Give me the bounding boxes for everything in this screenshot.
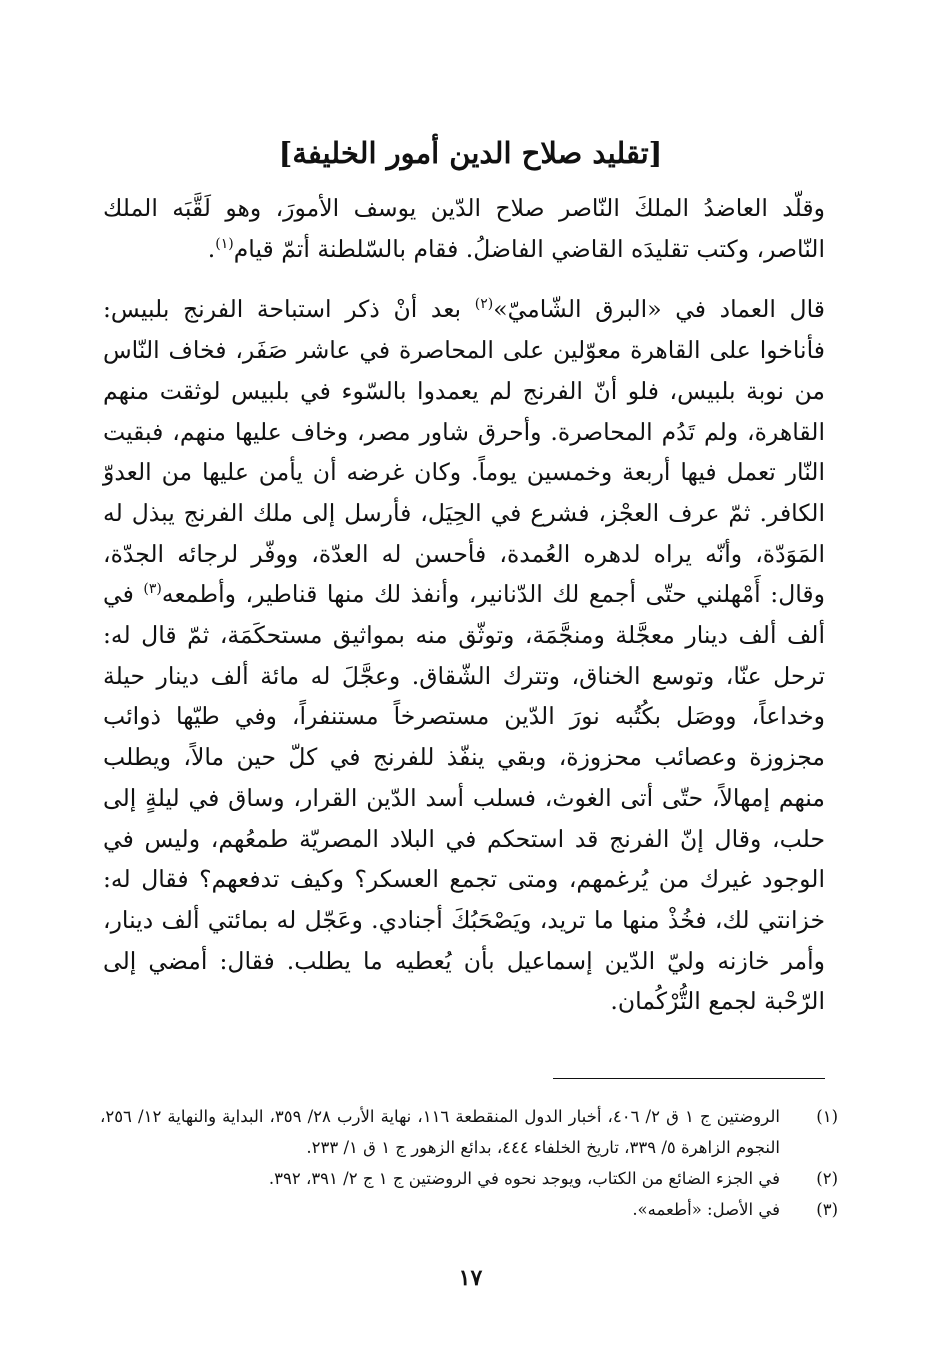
paragraph-2-tail: في ألف ألف دينار معجَّلة ومنجَّمَة، وتوثّق منه بمواثيق مستحكَمَة، ثمّ قال له: ترحل عنّا، وتوسع الخناق، وتترك الشّقاق. وعجَّلَ له مائة ألف دينار حيلة وخداعاً، ووصَل بكُتُبه نورَ الدّين مستصرخاً مستنفراً، وفي طيّها ذوائب مجزوزة وعصائب محزوزة، وبقي ينفّذ للفرنج في كلّ حين مالاً، ويطلب منهم إمهالاً، حتّى أتى الغوث، فسلب أسد الدّين القرار، وساق في ليلةٍ إلى حلب، وقال إنّ الفرنج قد استحكم في البلاد المصريّة طمعُهم، وليس في الوجود غيرك من يُرغمهم، ومتى تجمع العسكر؟ وكيف تدفعهم؟ فقال له: خزانتي لك، فخُذْ منها ما تريد، ويَصْحَبُكَ أجنادي. وعَجّل له بمائتي ألف دينار، وأمر خازنه وليّ الدّين إسماعيل بأن يُعطيه ما يطلب. فقال: أمضي إلى الرّحْبة لجمع التُّرْكُمان. xyxy=(103,580,825,1016)
footnote-number-1: (١) xyxy=(816,1107,838,1126)
footnote-marker-3: (٣) xyxy=(143,581,162,598)
footnote-number-3: (٣) xyxy=(816,1200,838,1219)
paragraph-2-middle: بعد أنْ ذكر استباحة الفرنج بلبيس: فأناخوا على القاهرة معوّلين على المحاصرة في عاشر صَفَر، فخاف النّاس من نوبة بلبيس، فلو أنّ الفرنج لم يعمدوا بالسّوء في بلبيس لوثقت منهم القاهرة، ولم تَدُم المحاصرة. وأحرق شاور مصر، وخاف عليها منهم، فبقيت النّار تعمل فيها أربعة وخمسين يوماً. وكان غرضه أن يأمن عليها من العدوّ الكافر. ثمّ عرف العجْز، فشرع في الحِيَل، فأرسل إلى ملك الفرنج يبذل له المَوَدّة، وأنّه يراه لدهره العُمدة، فأحسن له العدّة، ووفّر لرجائه الجدّة، وقال: أَمْهلني حتّى أجمع لك الدّنانير، وأنفذ لك منها قناطير، وأطمعه xyxy=(103,295,826,609)
footnote-marker-2: (٢) xyxy=(474,296,494,313)
footnote-divider xyxy=(553,1078,825,1079)
footnote-marker-1: (١) xyxy=(215,235,234,252)
footnote-text-2: في الجزء الضائع من الكتاب، ويوجد نحوه في الروضتين ج ١ ج ٢/ ٣٩١، ٣٩٢. xyxy=(268,1169,780,1188)
page-number: ١٧ xyxy=(458,1265,483,1291)
footnote-text-3: في الأصل: «أطعمه». xyxy=(632,1200,780,1219)
footnotes xyxy=(100,1101,838,1225)
paragraph-1-text: وقلّد العاضدُ الملكَ النّاصر صلاح الدّين يوسف الأمورَ، وهو لَقَّبَه الملك النّاصر، وكتب تقليدَه القاضي الفاضلُ. فقام بالسّلطنة أتمّ قيام xyxy=(103,194,825,263)
footnote-2 xyxy=(100,1163,838,1194)
paragraph-2-text: قال العماد في «البرق الشّاميّ» xyxy=(493,295,825,324)
paragraph-2 xyxy=(103,289,825,1022)
footnote-text-1: الروضتين ج ١ ق ٢/ ٤٠٦، أخبار الدول المنقطعة ١١٦، نهاية الأرب ٢٨/ ٣٥٩، البداية والنهاية ١٢/ ٢٥٦، النجوم الزاهرة ٥/ ٣٣٩، تاريخ الخلفاء ٤٤٤، بدائع الزهور ج ١ ق ١/ ٢٣٣. xyxy=(100,1107,780,1157)
main-text xyxy=(103,188,825,1022)
paragraph-1 xyxy=(103,188,825,269)
footnote-3 xyxy=(100,1194,838,1225)
footnote-1 xyxy=(100,1101,838,1163)
footnote-number-2: (٢) xyxy=(816,1169,838,1188)
paragraph-1-tail: . xyxy=(207,234,216,263)
section-title: [تقليد صلاح الدين أمور الخليفة] xyxy=(278,136,663,170)
